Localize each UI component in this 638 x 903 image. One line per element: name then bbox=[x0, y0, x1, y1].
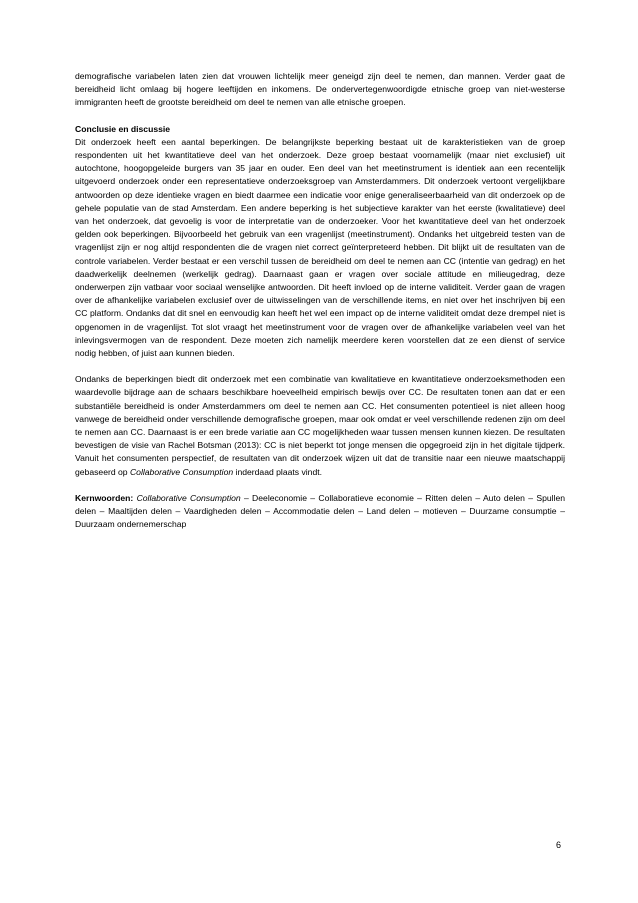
spacer bbox=[75, 360, 565, 373]
document-page bbox=[75, 70, 565, 532]
keywords-italic-term: Collaborative Consumption bbox=[136, 492, 241, 503]
spacer bbox=[75, 110, 565, 123]
keywords-list: – Deeleconomie – Collaboratieve economie – Ritten delen – Auto delen – Spullen delen – Maaltijden delen – Vaardigheden delen – Accommodatie delen – Land delen – motieven – Duurzame consumptie – Duurzaam ondernemerschap bbox=[75, 492, 566, 530]
paragraph-2-italic-term: Collaborative Consumption bbox=[129, 466, 234, 477]
intro-paragraph: demografische variabelen laten zien dat vrouwen lichtelijk meer geneigd zijn deel te nemen, dan mannen. Verder gaat de bereidheid licht omlaag bij hogere leeftijden en inkomens. De ondervertegenwoordigde etnische groep van niet-westerse immigranten heeft de grootste bereidheid om deel te nemen van alle etnische groepen. bbox=[75, 71, 565, 108]
keywords-paragraph bbox=[75, 492, 565, 532]
keywords-label: Kernwoorden: bbox=[75, 492, 134, 503]
paragraph-2-end-text: inderdaad plaats vindt. bbox=[233, 466, 323, 477]
conclusion-paragraph-2 bbox=[75, 373, 565, 479]
spacer bbox=[75, 479, 565, 492]
conclusion-paragraph-1: Dit onderzoek heeft een aantal beperkingen. De belangrijkste beperking bestaat uit de karakteristieken van de groep respondenten uit het kwantitatieve deel van het onderzoek. Deze groep bestaat voornamelijk (maar niet exclusief) uit autochtone, hoogopgeleide burgers van 35 jaar en ouder. Een deel van het meetinstrument is identiek aan een recentelijk uitgevoerd onderzoek onder een representatieve onderzoeksgroep van Amsterdammers. Dit onderzoek vertoont vergelijkbare antwoorden op deze identieke vragen en biedt daarmee een indicatie voor enige generaliseerbaarheid van dit onderzoek op de gehele populatie van de stad Amsterdam. Een andere beperking is het subjectieve karakter van het eerste (kwalitatieve) deel van het onderzoek, dat gevoelig is voor de interpretatie van de onderzoeker. Voor het kwantitatieve deel van het onderzoek gelden ook beperkingen. Bijvoorbeeld het gebruik van een vragenlijst (meetinstrument). Ondanks het uitgebreid testen van de vragenlijst zijn er nog altijd respondenten die de vragen niet correct geïnterpreteerd hebben. Dit blijkt uit de resultaten van de controle variabelen. Verder bestaat er een verschil tussen de bereidheid om deel te nemen aan CC (intentie van gedrag) en het daadwerkelijk deelnemen (werkelijk gedrag). Daarnaast gaan er vragen over sociale attitude en milieugedrag, deze onderwerpen zijn vatbaar voor sociaal wenselijke antwoorden. Dit heeft invloed op de interne validiteit. Verder gaan de vragen over de afhankelijke variabelen exclusief over de uitwisselingen van de verschillende items, en niet over het inschrijven bij een CC platform. Ondanks dat dit snel en eenvoudig kan heeft het wel een impact op de interne validiteit omdat deze drempel niet is opgenomen in de vragenlijst. Tot slot vraagt het meetinstrument voor de vragen over de afhankelijke variabelen veel van het inlevingsvermogen van de respondent. Deze moeten zich namelijk meerdere keren voorstellen dat ze een dienst of service nodig hebben, of juist aan kunnen bieden. bbox=[75, 136, 565, 359]
paragraph-2-main-text: Ondanks de beperkingen biedt dit onderzoek met een combinatie van kwalitatieve en kwantitatieve onderzoeksmethoden een waardevolle bijdrage aan de schaars beschikbare hoeveelheid empirisch bewijs over CC. De resultaten tonen aan dat er een substantiële bereidheid is onder Amsterdammers om deel te nemen aan CC. Het consumenten potentieel is niet alleen hoog vanwege de bereidheid onder verschillende demografische groepen, maar ook omdat er veel verschillende redenen zijn om deel te nemen aan CC. Daarnaast is er een brede variatie aan CC mogelijkheden waar tussen mensen kunnen kiezen. De resultaten bevestigen de visie van Rachel Botsman (2013): CC is niet beperkt tot jonge mensen die opgegroeid zijn in het digitale tijdperk. Vanuit het consumenten perspectief, de resultaten van dit onderzoek wijzen uit dat de transitie naar een nieuwe maatschappij gebaseerd op bbox=[75, 374, 565, 477]
section-heading: Conclusie en discussie bbox=[75, 123, 171, 134]
page-number: 6 bbox=[556, 840, 562, 850]
